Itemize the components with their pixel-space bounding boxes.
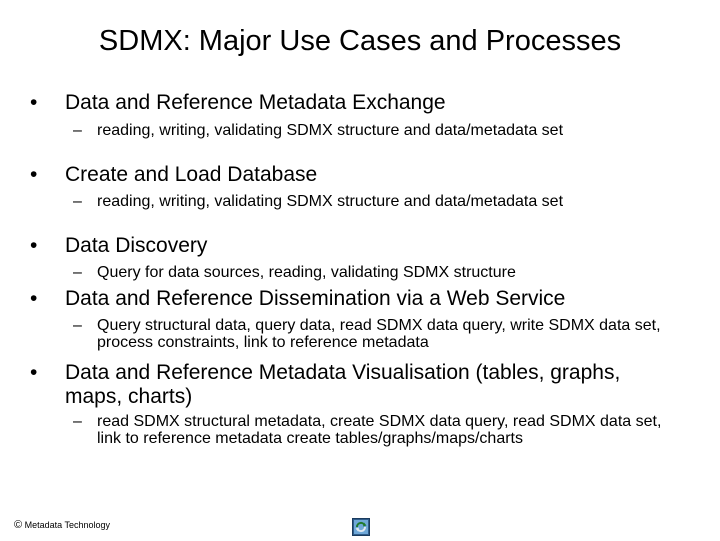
bullet-dot: • xyxy=(30,361,38,384)
sub-bullet-text: reading, writing, validating SDMX structure and data/metadata set xyxy=(97,122,564,139)
sub-bullet-text: reading, writing, validating SDMX structure and data/metadata set xyxy=(97,193,564,210)
bullet-text: Data Discovery xyxy=(65,234,208,257)
copyright-icon: © xyxy=(14,519,23,531)
sub-bullet-dash: – xyxy=(73,193,82,210)
slide-title: SDMX: Major Use Cases and Processes xyxy=(98,25,622,57)
sub-bullet-text: Query structural data, query data, read SDMX data query, write SDMX data set, process constraints, link to reference metadata xyxy=(97,317,661,351)
footer-company: Metadata Technology xyxy=(24,520,111,530)
sub-bullet-dash: – xyxy=(73,317,82,334)
recycle-arrows-logo-icon xyxy=(352,518,370,536)
bullet-text: Data and Reference Metadata Exchange xyxy=(65,91,446,114)
bullet-dot: • xyxy=(30,234,38,257)
footer xyxy=(14,519,110,531)
bullet-text: Create and Load Database xyxy=(65,163,318,186)
bullet-dot: • xyxy=(30,91,38,114)
bullet-text: Data and Reference Metadata Visualisation (tables, graphs, maps, charts) xyxy=(65,361,621,408)
sub-bullet-text: Query for data sources, reading, validating SDMX structure xyxy=(97,264,516,281)
sub-bullet-dash: – xyxy=(73,122,82,139)
sub-bullet-dash: – xyxy=(73,264,82,281)
bullet-dot: • xyxy=(30,163,38,186)
sub-bullet-dash: – xyxy=(73,413,82,430)
sub-bullet-text: read SDMX structural metadata, create SDMX data query, read SDMX data set, link to reference metadata create tables/graphs/maps/charts xyxy=(97,413,662,447)
bullet-dot: • xyxy=(30,287,38,310)
bullet-text: Data and Reference Dissemination via a Web Service xyxy=(65,287,566,310)
